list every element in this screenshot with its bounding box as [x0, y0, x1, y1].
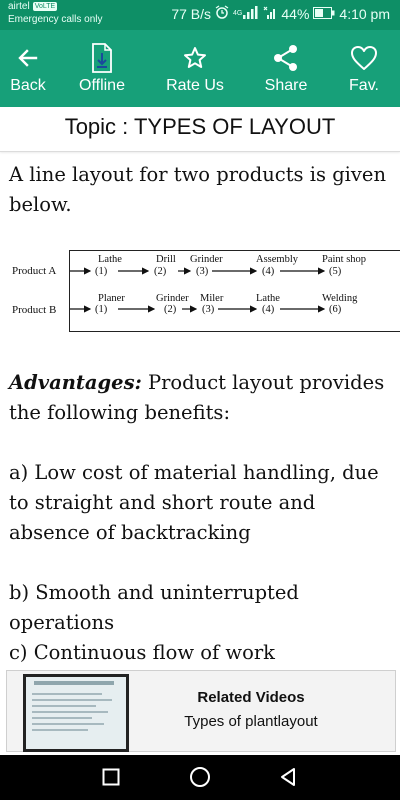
article-content	[9, 160, 393, 698]
stage-step: (4)	[262, 304, 275, 315]
navigation-bar	[0, 755, 400, 800]
status-indicators	[171, 5, 390, 23]
stage-step: (3)	[202, 304, 215, 315]
stage-step: (5)	[329, 266, 342, 277]
stage-name: Grinder	[156, 293, 189, 304]
signal-off-icon	[263, 5, 277, 23]
stage-name: Assembly	[256, 254, 298, 265]
square-icon	[102, 768, 120, 786]
status-bar	[0, 0, 400, 30]
stage-name: Lathe	[98, 254, 122, 265]
back-button[interactable]	[8, 30, 48, 107]
arrow-left-icon	[16, 40, 40, 76]
stage-name: Planer	[98, 293, 125, 304]
triangle-back-icon	[279, 767, 297, 787]
line-layout-diagram	[12, 250, 400, 332]
related-videos-card[interactable]	[6, 670, 396, 752]
circle-icon	[189, 766, 211, 788]
back-label: Back	[10, 77, 46, 94]
volte-badge: VoLTE	[34, 3, 56, 10]
topic-title: Topic : TYPES OF LAYOUT	[64, 114, 336, 139]
toolbar	[0, 30, 400, 107]
carrier-name: airtel	[8, 1, 30, 12]
recent-apps-button[interactable]	[91, 763, 131, 791]
stage-step: (6)	[329, 304, 342, 315]
network-type: 4G	[233, 10, 243, 17]
stage-step: (1)	[95, 266, 108, 277]
battery-percent: 44%	[281, 6, 310, 22]
heart-icon	[350, 40, 378, 76]
stage-name: Miler	[200, 293, 224, 304]
favourite-button[interactable]	[344, 30, 384, 107]
advantage-item-c: c) Continuous flow of work	[9, 641, 276, 664]
advantages-text: Product layout provides the following benefits:	[9, 371, 385, 424]
rate-us-label: Rate Us	[166, 77, 224, 94]
advantages-heading: Advantages:	[9, 371, 142, 394]
offline-label: Offline	[79, 77, 125, 94]
offline-button[interactable]	[76, 30, 128, 107]
clock: 4:10 pm	[339, 6, 390, 22]
stage-step: (1)	[95, 304, 108, 315]
share-icon	[273, 40, 299, 76]
share-button[interactable]	[262, 30, 310, 107]
emergency-text: Emergency calls only	[8, 14, 103, 25]
stage-step: (2)	[154, 266, 167, 277]
battery-icon	[313, 5, 335, 23]
product-b-label: Product B	[12, 304, 57, 316]
stage-step: (3)	[196, 266, 209, 277]
stage-step: (2)	[164, 304, 177, 315]
advantage-item-a: a) Low cost of material handling, due to straight and short route and absence of backtracking	[9, 461, 379, 544]
home-button[interactable]	[180, 763, 220, 791]
signal-icon	[243, 5, 259, 23]
stage-name: Grinder	[190, 254, 223, 265]
advantage-item-b: b) Smooth and uninterrupted operations	[9, 581, 299, 634]
video-thumbnail[interactable]	[23, 674, 129, 752]
stage-name: Drill	[156, 254, 176, 265]
stage-step: (4)	[262, 266, 275, 277]
share-label: Share	[264, 77, 308, 94]
alarm-icon	[215, 5, 229, 23]
favourite-label: Fav.	[349, 77, 379, 94]
topic-header	[0, 107, 400, 152]
related-video-name[interactable]: Types of plantlayout	[184, 713, 318, 730]
related-videos-title: Related Videos	[197, 689, 305, 706]
advantages-paragraph	[9, 368, 393, 428]
intro-paragraph: A line layout for two products is given below.	[9, 163, 387, 216]
product-a-label: Product A	[12, 265, 57, 277]
network-speed: 77 B/s	[171, 6, 212, 22]
stage-name: Paint shop	[322, 254, 367, 265]
download-document-icon	[91, 40, 113, 76]
rate-us-button[interactable]	[165, 30, 225, 107]
carrier	[8, 1, 57, 13]
star-icon	[183, 40, 207, 76]
back-nav-button[interactable]	[268, 763, 308, 791]
stage-name: Welding	[322, 293, 358, 304]
stage-name: Lathe	[256, 293, 280, 304]
